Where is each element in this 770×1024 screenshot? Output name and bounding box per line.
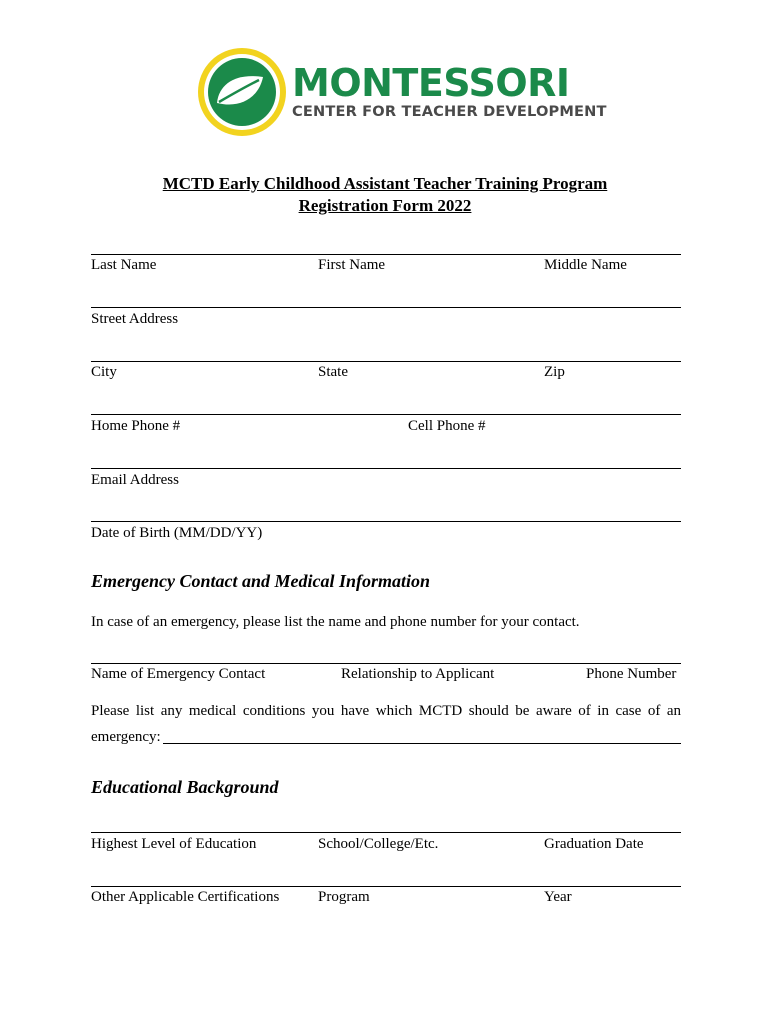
medical-conditions-text: Please list any medical conditions you have which MCTD should be aware of in case of an [91,703,681,719]
street-address-line[interactable] [91,307,681,308]
middle-name-label: Middle Name [544,257,627,273]
medical-emergency-label: emergency: [91,729,161,745]
email-line[interactable] [91,468,681,469]
certifications-label: Other Applicable Certifications [91,889,280,905]
program-label: Program [318,889,370,905]
name-line[interactable] [91,254,681,255]
street-address-label: Street Address [91,311,179,327]
medical-conditions-line[interactable] [163,743,681,744]
state-label: State [318,364,348,380]
home-phone-label: Home Phone # [91,418,181,434]
graduation-date-label: Graduation Date [544,836,644,852]
dob-line[interactable] [91,521,681,522]
last-name-label: Last Name [91,257,157,273]
city-label: City [91,364,117,380]
emergency-heading: Emergency Contact and Medical Information [91,571,431,591]
cell-phone-label: Cell Phone # [408,418,486,434]
leaf-icon [197,47,287,137]
education-heading: Educational Background [91,777,279,797]
relationship-label: Relationship to Applicant [341,666,495,682]
form-subtitle: Registration Form 2022 [298,196,472,215]
highest-education-label: Highest Level of Education [91,836,257,852]
emergency-intro: In case of an emergency, please list the name and phone number for your contact. [91,614,580,630]
email-label: Email Address [91,472,179,488]
emergency-phone-label: Phone Number [586,666,677,682]
year-label: Year [544,889,572,905]
certifications-line[interactable] [91,886,681,887]
form-title: MCTD Early Childhood Assistant Teacher Training Program [162,174,608,193]
logo-name: MONTESSORI [292,61,570,105]
emergency-contact-name-label: Name of Emergency Contact [91,666,266,682]
logo-subtitle: CENTER FOR TEACHER DEVELOPMENT [292,103,607,120]
dob-label: Date of Birth (MM/DD/YY) [91,525,263,541]
school-label: School/College/Etc. [318,836,439,852]
emergency-contact-line[interactable] [91,663,681,664]
education-line[interactable] [91,832,681,833]
phone-line[interactable] [91,414,681,415]
first-name-label: First Name [318,257,386,273]
zip-label: Zip [544,364,565,380]
city-state-zip-line[interactable] [91,361,681,362]
